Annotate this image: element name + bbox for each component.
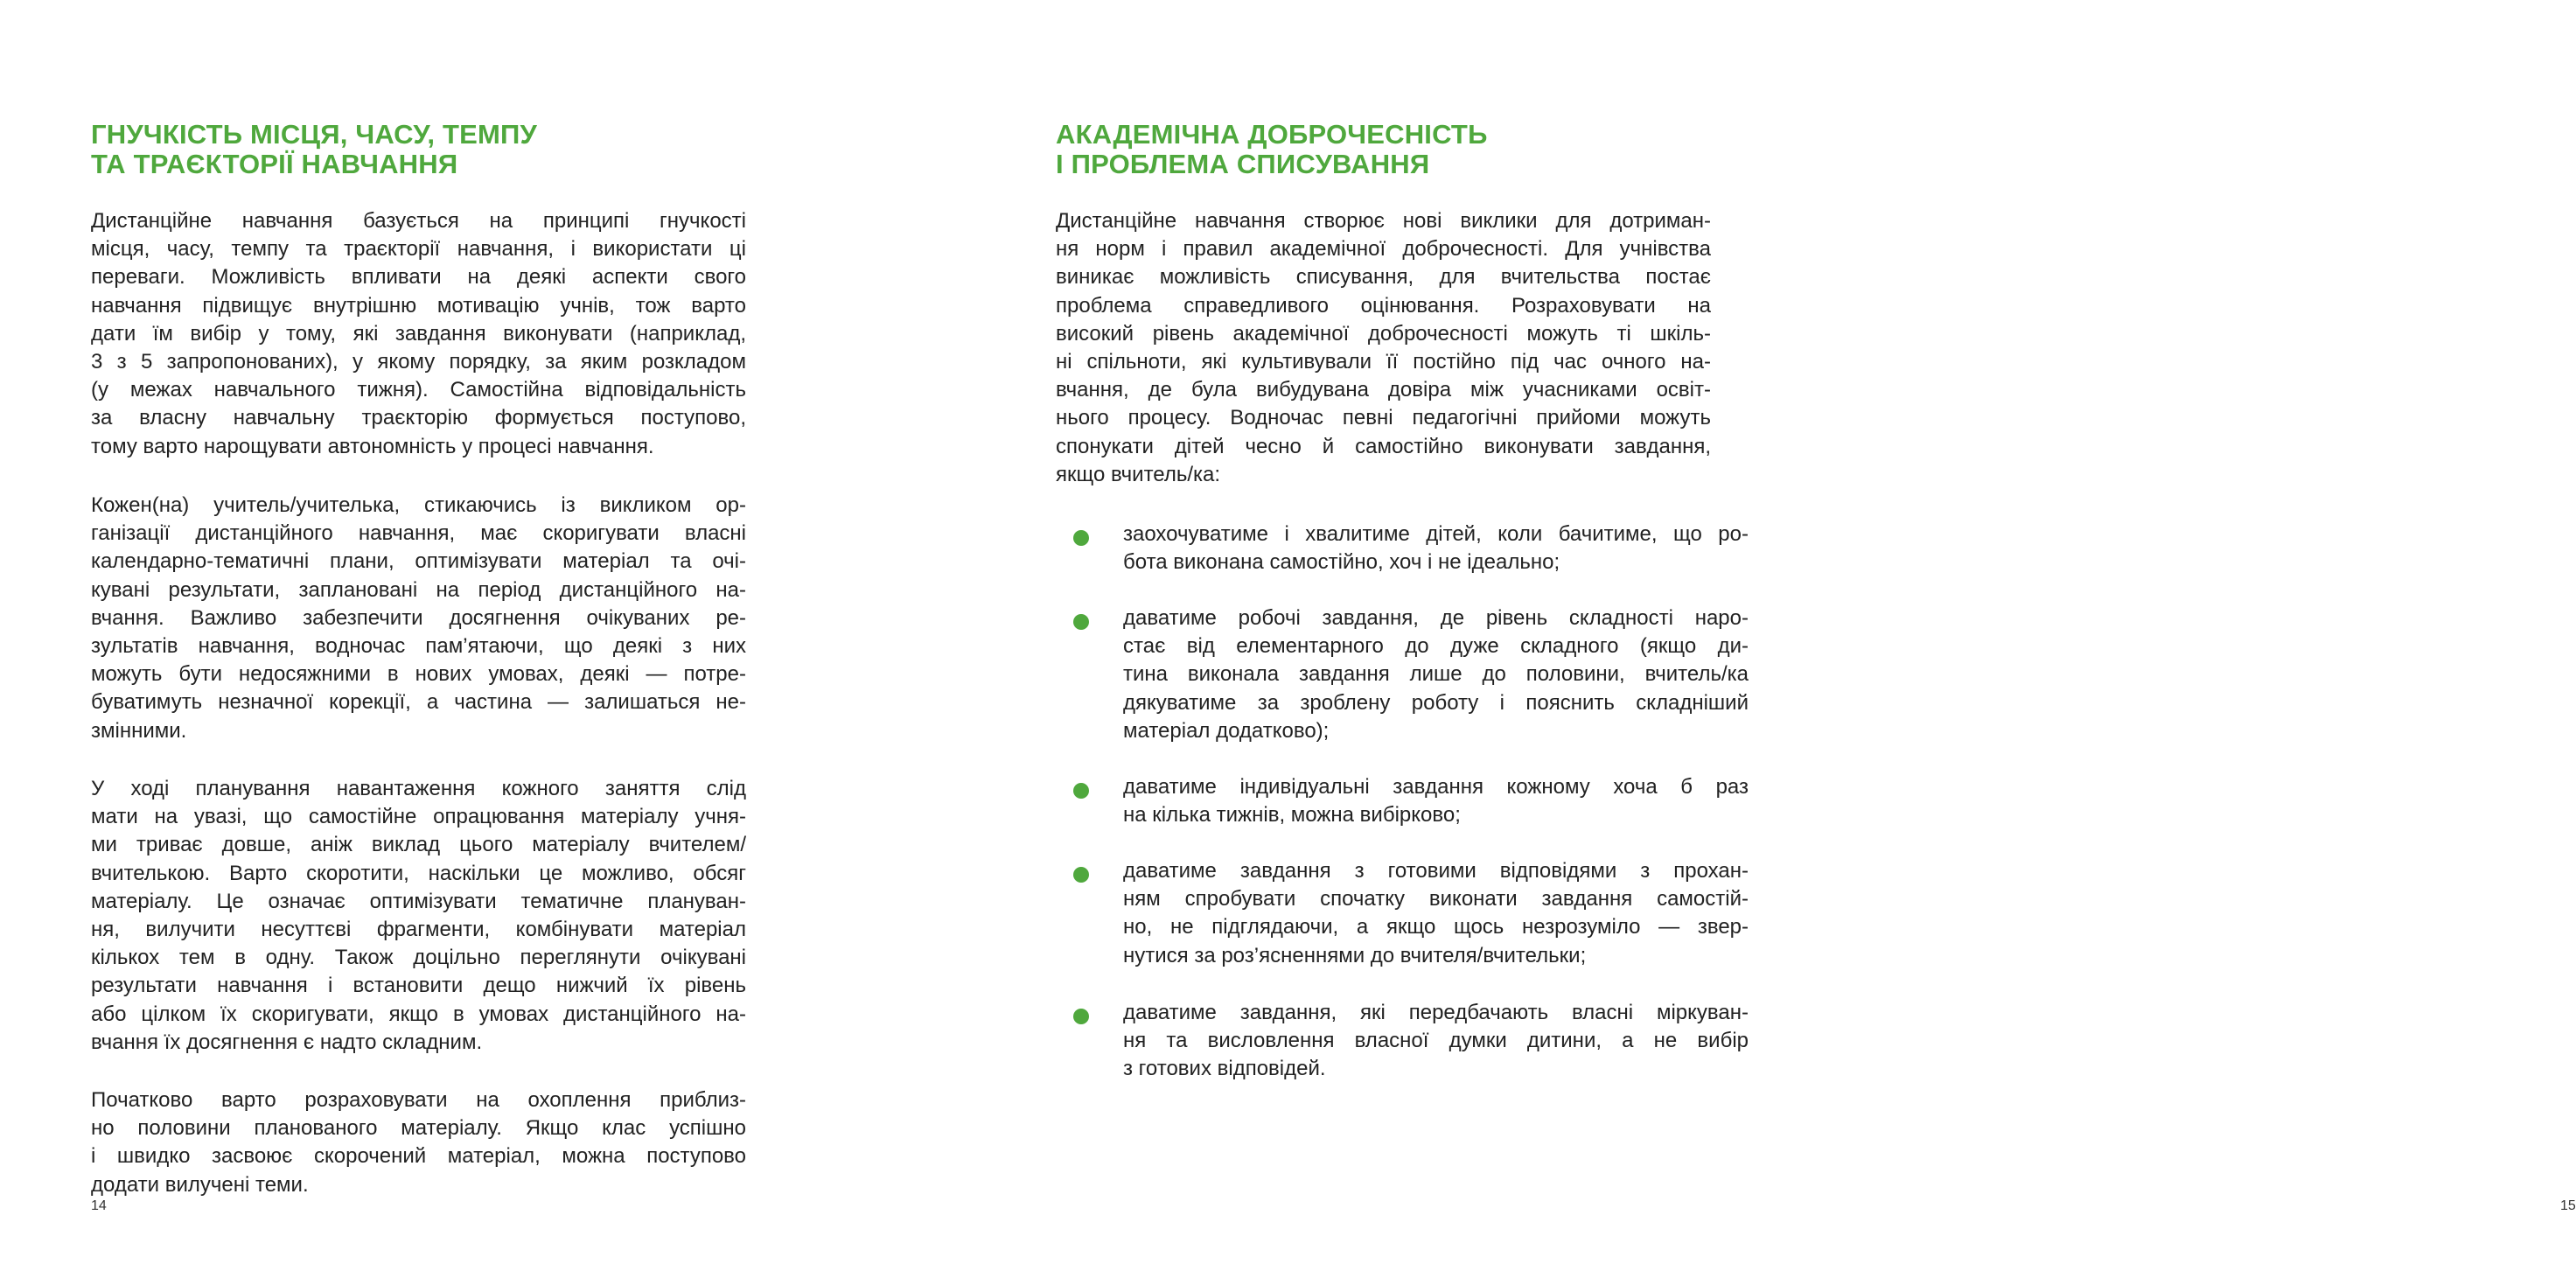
text-line: змінними. <box>91 718 187 743</box>
text-line: спонукати дітей чесно й самостійно виконувати завдання, <box>1056 434 1711 458</box>
text-line: матеріалу. Це означає оптимізувати тематичне плануван- <box>91 889 746 913</box>
text-line: вчання. Важливо забезпечити досягнення очікуваних ре- <box>91 605 746 630</box>
heading-line: АКАДЕМІЧНА ДОБРОЧЕСНІСТЬ <box>1056 119 1488 150</box>
text-line: но, не підглядаючи, а якщо щось незрозуміло — звер- <box>1123 915 1749 939</box>
text-line: з готових відповідей. <box>1123 1057 1326 1081</box>
text-line: буватимуть незначної корекції, а частина — залишаться не- <box>91 690 746 715</box>
text-line: матеріал додатково); <box>1123 718 1330 743</box>
text-line: Початково варто розраховувати на охоплення приблиз- <box>91 1088 746 1112</box>
text-line: дати їм вибір у тому, які завдання виконувати (наприклад, <box>91 321 746 346</box>
text-line: Дистанційне навчання базується на принципі гнучкості <box>91 209 746 233</box>
text-line: навчання підвищує внутрішню мотивацію учнів, тож варто <box>91 293 746 318</box>
bullet-dot-icon <box>1073 867 1089 883</box>
text-line: або цілком їх скоригувати, якщо в умовах дистанційного на- <box>91 1002 746 1026</box>
bullet-dot-icon <box>1073 530 1089 546</box>
intro-paragraph <box>1056 207 1711 489</box>
text-line: У ході планування навантаження кожного заняття слід <box>91 777 746 800</box>
text-line: ганізації дистанційного навчання, має скоригувати власні <box>91 521 746 546</box>
text-line: ні спільноти, які культивували її постійно під час очного на- <box>1056 349 1711 374</box>
text-line: даватиме завдання з готовими відповідями з прохан- <box>1123 859 1749 883</box>
text-line: мати на увазі, що самостійне опрацювання матеріалу учня- <box>91 805 746 829</box>
text-line: місця, часу, темпу та траєкторії навчання, і використати ці <box>91 237 746 262</box>
text-line: бота виконана самостійно, хоч і не ідеально; <box>1123 550 1560 575</box>
text-line: но половини планованого матеріалу. Якщо клас успішно <box>91 1116 746 1141</box>
text-line: зультатів навчання, водночас пам’ятаючи, що деякі з них <box>91 633 746 658</box>
text-line: 3 з 5 запропонованих), у якому порядку, за яким розкладом <box>91 349 746 374</box>
bullet-text <box>1123 999 1749 1084</box>
text-line: ням спробувати спочатку виконати завдання самостій- <box>1123 887 1749 911</box>
text-line: вчання їх досягнення є надто складним. <box>91 1030 483 1054</box>
heading-line: І ПРОБЛЕМА СПИСУВАННЯ <box>1056 149 1430 179</box>
paragraph-4 <box>91 1086 746 1199</box>
text-line: нутися за роз’ясненнями до вчителя/вчительки; <box>1123 943 1587 967</box>
bullet-text <box>1123 520 1749 576</box>
left-page-heading <box>91 120 537 179</box>
text-line: заохочуватиме і хвалитиме дітей, коли бачитиме, що ро- <box>1123 522 1749 546</box>
text-line: Дистанційне навчання створює нові виклики для дотриман- <box>1056 209 1711 233</box>
text-line: тому варто нарощувати автономність у процесі навчання. <box>91 434 654 458</box>
text-line: вчання, де була вибудувана довіра між учасниками освіт- <box>1056 378 1711 402</box>
text-line: стає від елементарного до дуже складного (якщо ди- <box>1123 634 1749 659</box>
text-line: переваги. Можливість впливати на деякі аспекти свого <box>91 265 746 290</box>
text-line: високий рівень академічної доброчесності можуть ті шкіль- <box>1056 321 1711 346</box>
text-line: проблема справедливого оцінювання. Розраховувати на <box>1056 293 1711 318</box>
text-line: ня, вилучити несуттєві фрагменти, комбінувати матеріал <box>91 917 746 941</box>
text-line: і швидко засвоює скорочений матеріал, можна поступово <box>91 1144 746 1169</box>
paragraph-2 <box>91 492 746 745</box>
text-line: можуть бути недосяжними в нових умовах, деякі — потре- <box>91 662 746 687</box>
right-page <box>896 0 2576 1271</box>
text-line: виникає можливість списування, для вчительства постає <box>1056 265 1711 290</box>
right-page-heading <box>1056 120 1488 179</box>
text-line: даватиме робочі завдання, де рівень складності наро- <box>1123 606 1749 630</box>
text-line: тина виконала завдання лише до половини, вчитель/ка <box>1123 662 1749 687</box>
text-line: ми триває довше, аніж виклад цього матеріалу вчителем/ <box>91 833 746 857</box>
paragraph-3 <box>91 775 746 1057</box>
heading-line: ГНУЧКІСТЬ МІСЦЯ, ЧАСУ, ТЕМПУ <box>91 119 537 150</box>
page-number: 15 <box>2560 1198 2576 1213</box>
bullet-dot-icon <box>1073 614 1089 630</box>
heading-line: ТА ТРАЄКТОРІЇ НАВЧАННЯ <box>91 149 458 179</box>
bullet-text <box>1123 857 1749 970</box>
paragraph-1 <box>91 207 746 461</box>
text-line: якщо вчитель/ка: <box>1056 462 1221 486</box>
text-line: дякуватиме за зроблену роботу і пояснить складніший <box>1123 690 1749 715</box>
bullet-text <box>1123 773 1749 829</box>
text-line: вчителькою. Варто скоротити, наскільки це можливо, обсяг <box>91 861 746 885</box>
text-line: ня та висловлення власної думки дитини, а не вибір <box>1123 1029 1749 1053</box>
text-line: кількох тем в одну. Також доцільно переглянути очікувані <box>91 946 746 970</box>
text-line: (у межах навчального тижня). Самостійна відповідальність <box>91 378 746 402</box>
bullet-dot-icon <box>1073 783 1089 799</box>
text-line: нього процесу. Водночас певні педагогічні прийоми можуть <box>1056 406 1711 430</box>
bullet-dot-icon <box>1073 1009 1089 1024</box>
text-line: календарно-тематичні плани, оптимізувати матеріал та очі- <box>91 549 746 574</box>
text-line: даватиме завдання, які передбачають власні міркуван- <box>1123 1001 1749 1024</box>
text-line: ня норм і правил академічної доброчесності. Для учнівства <box>1056 237 1711 262</box>
text-line: результати навчання і встановити дещо нижчий їх рівень <box>91 974 746 998</box>
text-line: на кілька тижнів, можна вибірково; <box>1123 803 1461 828</box>
text-line: кувані результати, заплановані на період дистанційного на- <box>91 577 746 602</box>
text-line: даватиме індивідуальні завдання кожному хоча б раз <box>1123 775 1749 799</box>
text-line: за власну навчальну траєкторію формується поступово, <box>91 406 746 430</box>
left-page <box>0 0 896 1271</box>
text-line: Кожен(на) учитель/учителька, стикаючись із викликом ор- <box>91 493 746 517</box>
page-number: 14 <box>91 1198 107 1213</box>
text-line: додати вилучені теми. <box>91 1172 309 1197</box>
bullet-text <box>1123 604 1749 745</box>
